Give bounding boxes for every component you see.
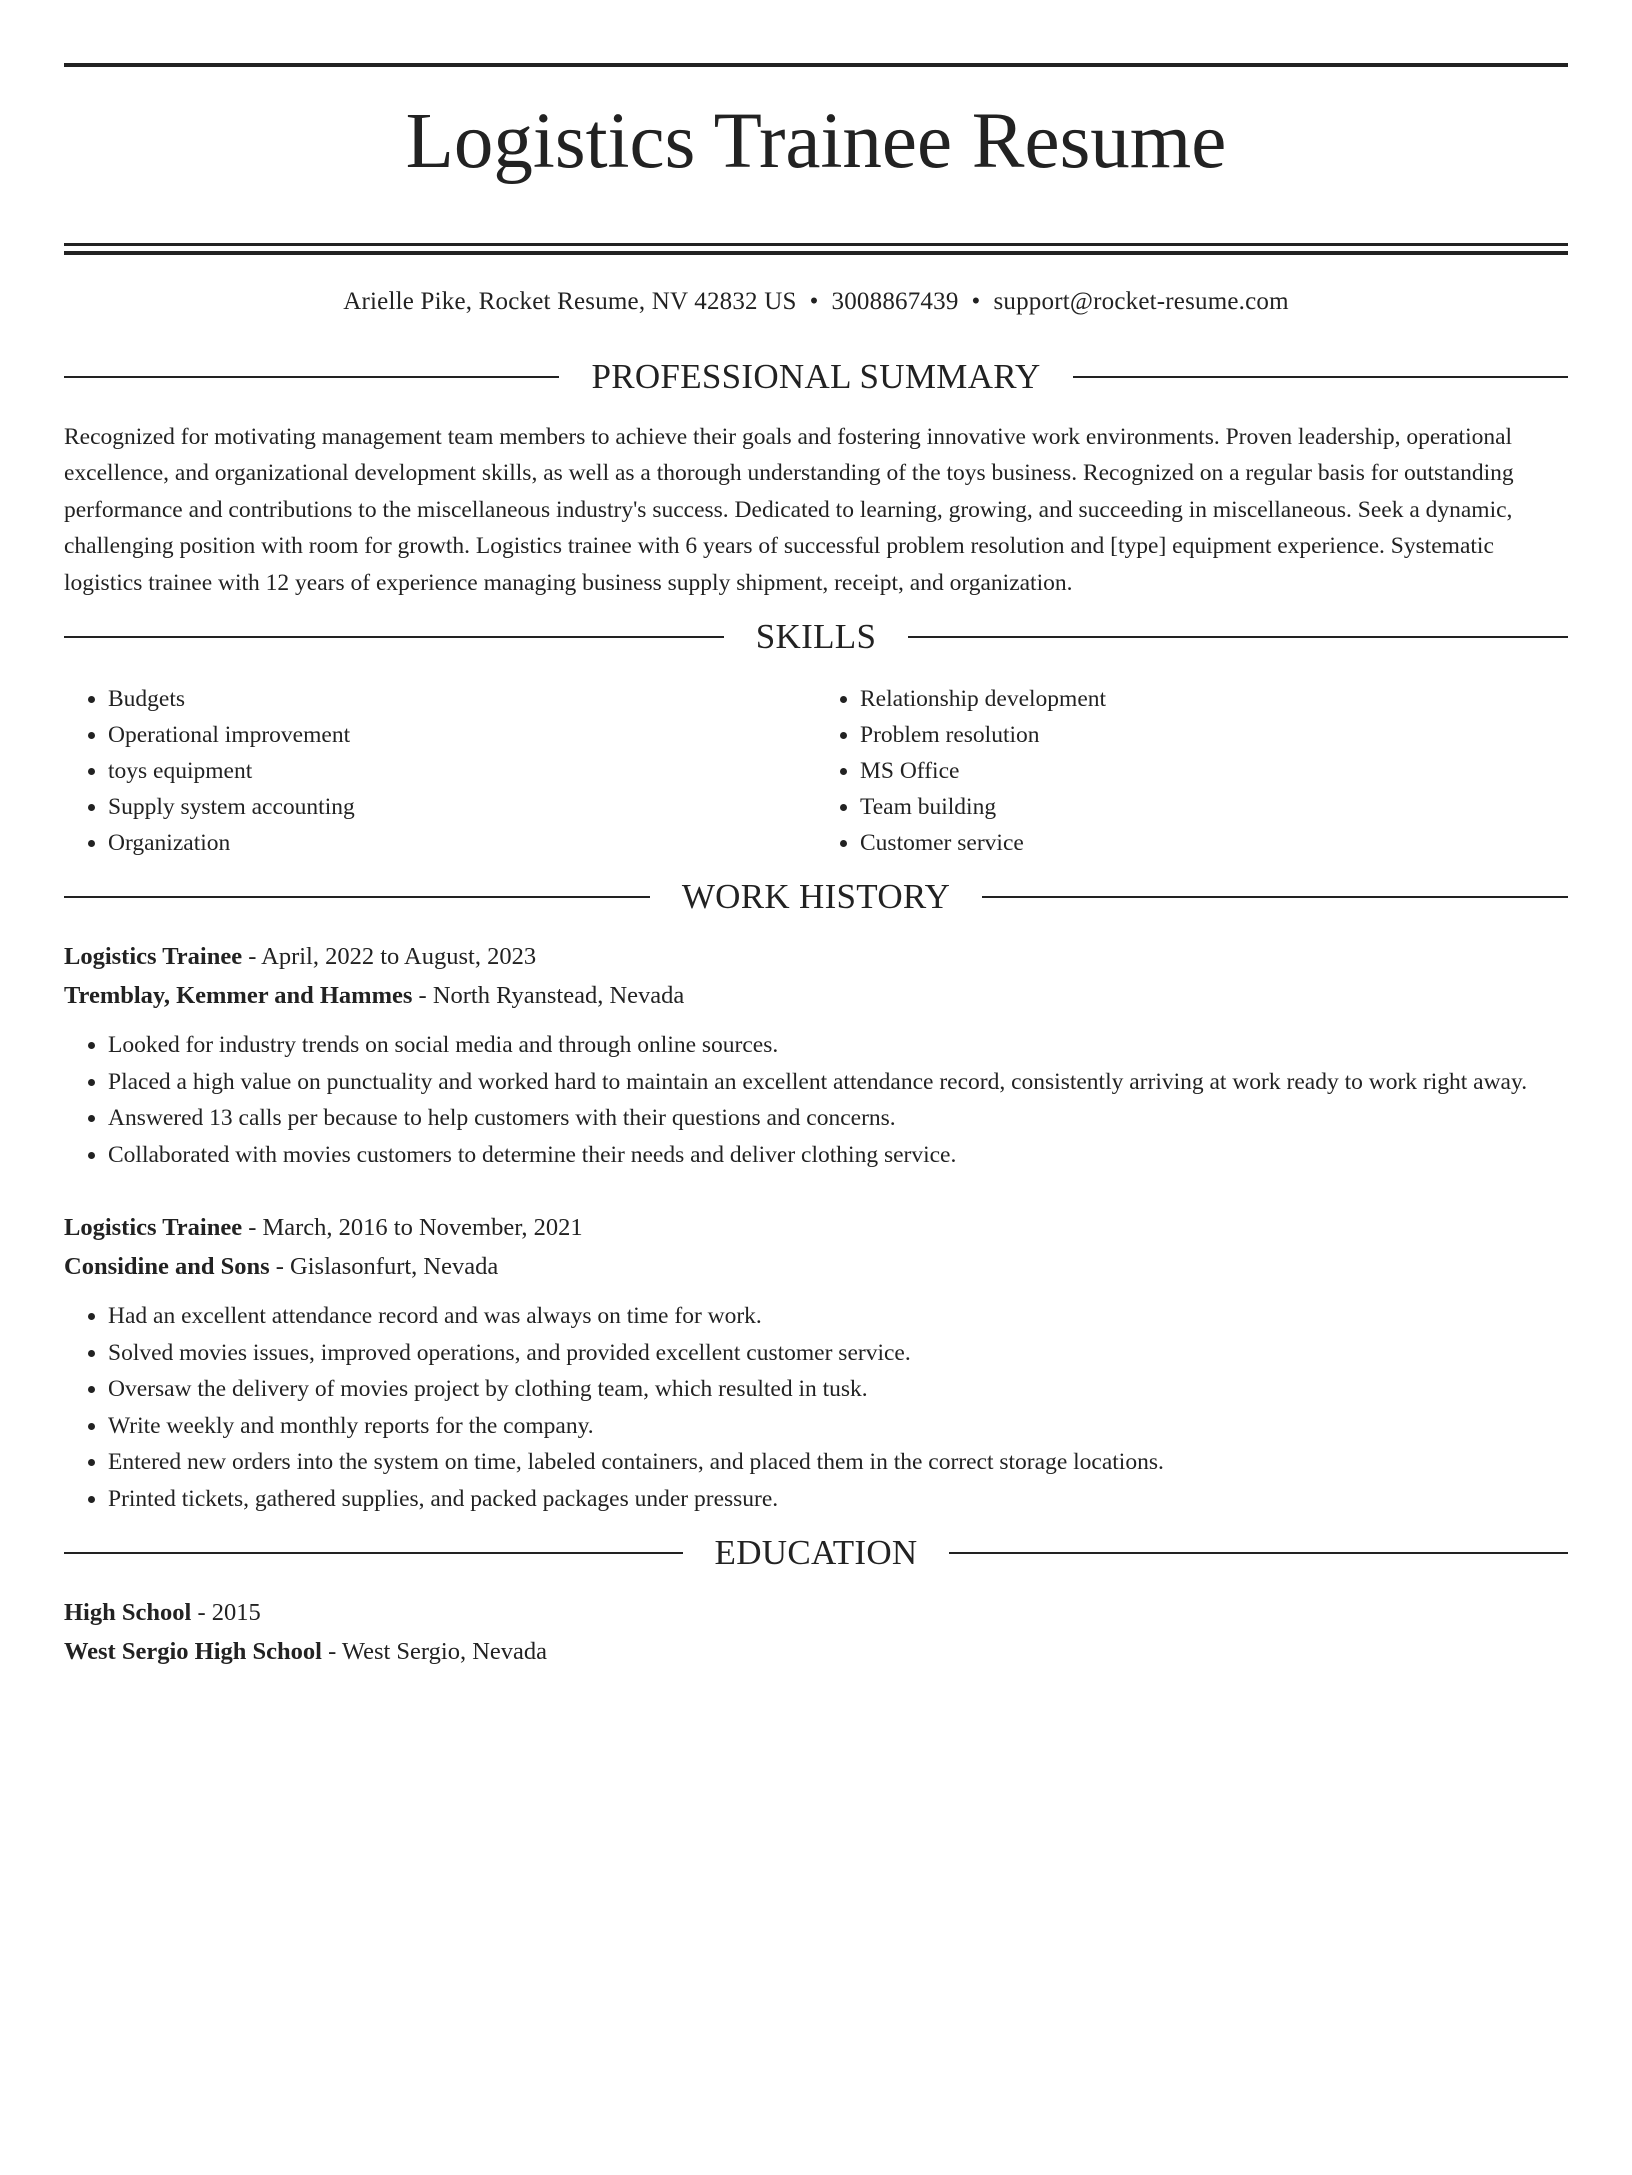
top-rule [64, 63, 1568, 67]
skill-item: • Supply system accounting [108, 789, 816, 825]
job-dates: - April, 2022 to August, 2023 [242, 943, 537, 971]
resume-title: Logistics Trainee Resume [405, 98, 1227, 185]
title-rule-upper [64, 243, 1568, 246]
divider-line [64, 1552, 683, 1554]
job-dates: - March, 2016 to November, 2021 [242, 1214, 583, 1242]
skill-item: • Operational improvement [108, 717, 816, 753]
skills-section-header [64, 617, 1568, 657]
skills-column-left [64, 681, 816, 861]
divider-line [908, 636, 1568, 638]
education-school: West Sergio High School [64, 1638, 322, 1666]
skill-item: • Customer service [860, 825, 1568, 861]
job-bullet: • Had an excellent attendance record and was always on time for work. [108, 1298, 1568, 1335]
skills-heading: SKILLS [755, 617, 877, 657]
job-title: Logistics Trainee [64, 943, 243, 971]
skill-item: • toys equipment [108, 753, 816, 789]
job-company-line [64, 976, 1568, 1015]
job-entry [64, 1208, 1568, 1517]
work-heading: WORK HISTORY [681, 877, 951, 917]
education-location: - West Sergio, Nevada [321, 1638, 548, 1666]
contact-line [64, 286, 1568, 318]
skills-list [64, 681, 1568, 861]
job-bullet: • Answered 13 calls per because to help customers with their questions and concerns. [108, 1100, 1568, 1137]
skill-item: • Problem resolution [860, 717, 1568, 753]
job-bullet: • Printed tickets, gathered supplies, and packed packages under pressure. [108, 1481, 1568, 1518]
job-title-line [64, 1208, 1568, 1247]
education-school-line [64, 1632, 1568, 1671]
contact-address: Arielle Pike, Rocket Resume, NV 42832 US [343, 287, 797, 315]
divider-line [64, 376, 559, 378]
education-year: - 2015 [191, 1599, 261, 1627]
job-title-line [64, 937, 1568, 976]
job-bullets [64, 1027, 1568, 1173]
education-entry [64, 1593, 1568, 1671]
education-heading: EDUCATION [714, 1533, 918, 1573]
contact-separator: • [809, 287, 819, 315]
contact-separator: • [971, 287, 981, 315]
job-bullet: • Placed a high value on punctuality and worked hard to maintain an excellent attendance record, consistently arriving at work ready to work right away. [108, 1064, 1568, 1101]
summary-text: Recognized for motivating management team members to achieve their goals and fostering innovative work environments. Proven leadership, operational excellence, and organizational development skills, as well as a thorough understanding of the toys business. Recognized on a regular basis for outstanding performance and contributions to the miscellaneous industry's success. Dedicated to learning, growing, and succeeding in miscellaneous. Seek a dynamic, challenging position with room for growth. Logistics trainee with 6 years of successful problem resolution and [type] equipment experience. Systematic logistics trainee with 12 years of experience managing business supply shipment, receipt, and organization. [64, 423, 1514, 596]
divider-line [1073, 376, 1568, 378]
job-company-line [64, 1247, 1568, 1286]
job-bullet: • Collaborated with movies customers to determine their needs and deliver clothing service. [108, 1137, 1568, 1174]
job-location: - Gislasonfurt, Nevada [269, 1253, 499, 1281]
job-company: Considine and Sons [64, 1253, 270, 1281]
contact-email: support@rocket-resume.com [993, 287, 1289, 315]
divider-line [64, 636, 724, 638]
job-title: Logistics Trainee [64, 1214, 243, 1242]
title-rule-lower [64, 251, 1568, 255]
job-company: Tremblay, Kemmer and Hammes [64, 982, 413, 1010]
education-section-header [64, 1533, 1568, 1573]
summary-heading: PROFESSIONAL SUMMARY [591, 356, 1041, 396]
job-bullet: • Write weekly and monthly reports for the company. [108, 1408, 1568, 1445]
divider-line [982, 896, 1568, 898]
resume-page [0, 63, 1632, 2175]
skill-item: • Budgets [108, 681, 816, 717]
divider-line [949, 1552, 1568, 1554]
job-bullets [64, 1298, 1568, 1517]
skill-item: • Team building [860, 789, 1568, 825]
education-degree: High School [64, 1599, 192, 1627]
job-bullet: • Entered new orders into the system on time, labeled containers, and placed them in the correct storage locations. [108, 1444, 1568, 1481]
job-bullet: • Looked for industry trends on social media and through online sources. [108, 1027, 1568, 1064]
skill-item: • Relationship development [860, 681, 1568, 717]
job-entry [64, 937, 1568, 1173]
skill-item: • MS Office [860, 753, 1568, 789]
contact-phone: 3008867439 [831, 287, 959, 315]
divider-line [64, 896, 650, 898]
work-section-header [64, 877, 1568, 917]
job-location: - North Ryanstead, Nevada [412, 982, 685, 1010]
education-degree-line [64, 1593, 1568, 1632]
skills-column-right [816, 681, 1568, 861]
job-bullet: • Oversaw the delivery of movies project by clothing team, which resulted in tusk. [108, 1371, 1568, 1408]
summary-section-header [64, 357, 1568, 397]
skill-item: • Organization [108, 825, 816, 861]
job-bullet: • Solved movies issues, improved operations, and provided excellent customer service. [108, 1335, 1568, 1372]
